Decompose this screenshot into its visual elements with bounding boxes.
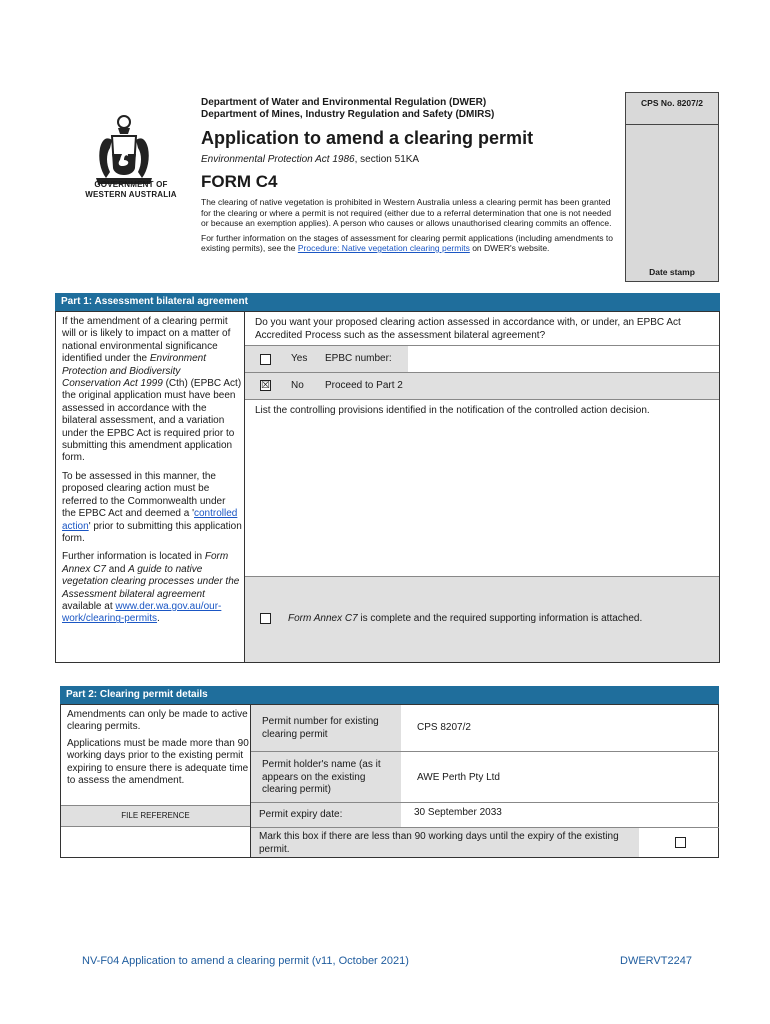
intro-text [201,197,619,258]
permit-holder-value[interactable]: AWE Perth Pty Ltd [417,772,500,783]
guidance-paragraph: Amendments can only be made to active clearing permits. [67,709,248,733]
controlling-provisions-field[interactable] [245,420,719,576]
clearing-permits-website-link[interactable]: www.der.wa.gov.au/our-work/clearing-permits [62,600,222,625]
intro-paragraph: For further information on the stages of assessment for clearing permit applications (including amendments to existing permits), see the Procedure: Native vegetation clearing permits on DWER's website. [201,232,613,253]
ninety-days-checkbox[interactable] [675,837,686,848]
page-title: Application to amend a clearing permit [201,128,534,148]
part2-heading: Part 2: Clearing permit details [60,686,719,704]
epbc-number-field[interactable] [408,346,719,372]
wa-government-crest-icon [88,110,160,186]
part1-heading: Part 1: Assessment bilateral agreement [55,293,720,311]
epbc-question: Do you want your proposed clearing action assessed in accordance with, or under, an EPBC Act Accredited Process such as the assessment bilateral agreement? [255,317,681,341]
office-use-stamp-box [625,92,719,282]
department-dmirs: Department of Mines, Industry Regulation and Safety (DMIRS) [201,109,495,120]
controlled-action-link[interactable]: controlled action [62,508,238,532]
guidance-paragraph: Applications must be made more than 90 working days prior to the existing permit expiring to ensure there is adequate time to assess the amendment. [67,737,249,787]
permit-expiry-label: Permit expiry date: [259,809,343,820]
permit-number-label: Permit number for existing clearing permit [262,716,379,740]
part1-guidance [62,316,242,632]
date-stamp-label: Date stamp [649,267,695,277]
annex-c7-checkbox[interactable] [260,613,271,624]
no-checkbox[interactable]: ☒ [261,380,270,391]
government-label: GOVERNMENT OF WESTERN AUSTRALIA [85,180,177,199]
guidance-paragraph: Further information is located in Form Annex C7 and A guide to native vegetation clearing processes under the Assessment bilateral agreement available at www.der.wa.gov.au/our-work/clearing-permits. [62,551,240,625]
guidance-paragraph: If the amendment of a clearing permit will or is likely to impact on a matter of national environmental significance identified under the Environment Protection and Biodiversity Conservation Act 1999 (Cth) (EPBC Act) the original application must have been assessed in accordance with the bilateral assessment, and a variation under the EPBC Act is required prior to submitting this amendment application form. [62,316,242,464]
proceed-part2-text: Proceed to Part 2 [325,380,403,391]
guidance-paragraph: To be assessed in this manner, the proposed clearing action must be referred to the Commonwealth under the EPBC Act and deemed a 'controlled action' prior to submitting this application form. [62,470,242,544]
annex-c7-statement: Form Annex C7 is complete and the required supporting information is attached. [288,613,643,624]
controlling-provisions-label: List the controlling provisions identified in the notification of the controlled action decision. [255,405,650,416]
yes-label: Yes [291,353,308,364]
form-number: FORM C4 [201,172,278,191]
no-label: No [291,380,304,391]
department-names [201,97,494,121]
department-dwer: Department of Water and Environmental Regulation (DWER) [201,97,487,108]
intro-paragraph: The clearing of native vegetation is prohibited in Western Australia unless a clearing permit has been granted for the clearing or where a permit is not required (either due to a referral determination that one is not needed or because an exemption applies). A person who causes or allows unauthorised clearing commits an offence. [201,197,612,228]
part2-guidance [67,709,249,793]
permit-expiry-value[interactable]: 30 September 2033 [414,807,502,818]
ninety-days-text: Mark this box if there are less than 90 working days until the expiry of the existing permit. [259,831,619,855]
footer-document-id: DWERVT2247 [620,955,692,967]
permit-number-value[interactable]: CPS 8207/2 [417,722,471,733]
act-reference: Environmental Protection Act 1986, section 51KA [201,154,420,165]
procedure-link[interactable]: Procedure: Native vegetation clearing permits [297,243,470,253]
epbc-number-label: EPBC number: [325,353,392,364]
yes-checkbox[interactable] [260,354,271,365]
cps-number: CPS No. 8207/2 [626,93,718,125]
footer-form-reference: NV-F04 Application to amend a clearing permit (v11, October 2021) [82,955,409,967]
no-row [245,373,719,399]
file-reference-label: FILE REFERENCE [61,806,250,826]
permit-holder-label: Permit holder's name (as it appears on the existing clearing permit) [262,759,381,795]
